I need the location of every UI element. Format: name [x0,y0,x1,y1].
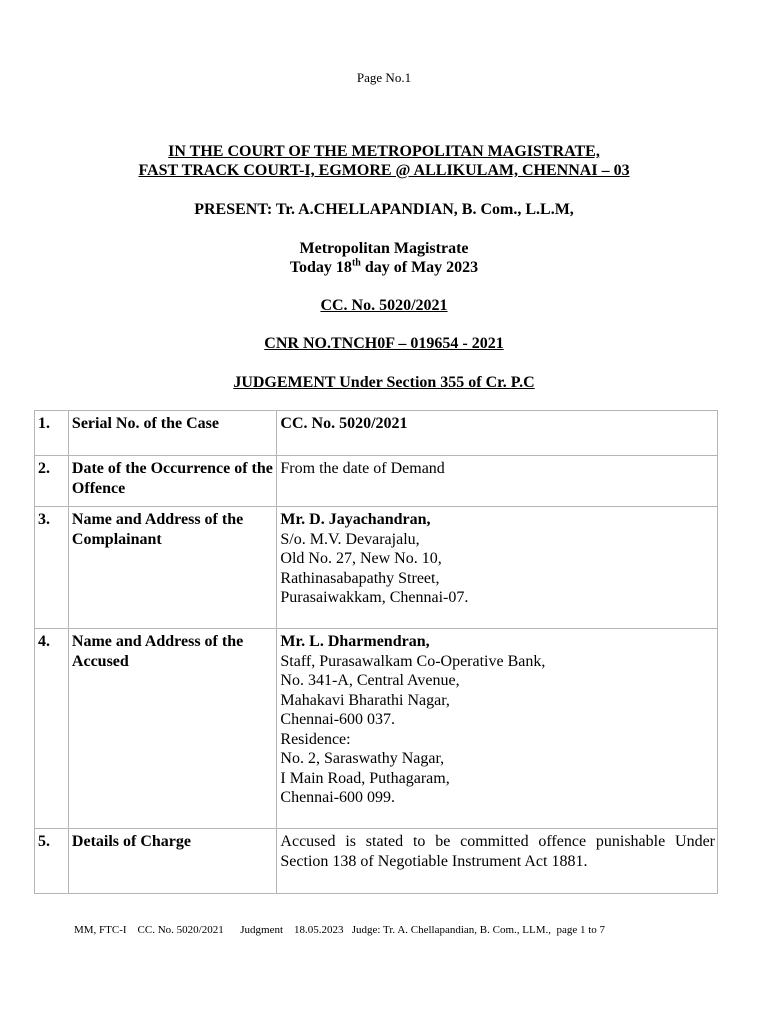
row-value-line: Old No. 27, New No. 10, [280,550,442,567]
row-label: Details of Charge [68,829,276,894]
table-row [35,456,718,507]
row-number: 1. [35,411,69,456]
row-value-line: Chennai-600 037. [280,711,396,728]
date-prefix: Today 18 [289,259,352,276]
row-value-name: Mr. D. Jayachandran, [280,511,431,528]
row-label: Date of the Occurrence of the Offence [68,456,276,507]
row-value-line: No. 341-A, Central Avenue, [280,672,460,689]
date-ordinal: th [351,257,361,269]
row-value-line: Accused is stated to be committed offence punishable Under Section 138 of Negotiable Instrument Act 1881. [280,833,715,870]
row-value-line: Residence: [280,730,351,748]
row-value [277,507,718,629]
row-value-line: S/o. M.V. Devarajalu, [280,530,420,548]
cnr-number: CNR NO.TNCH0F – 019654 - 2021 [264,335,504,352]
row-value-line: Chennai-600 099. [280,789,396,806]
row-value-line: No. 2, Saraswathy Nagar, [280,750,445,767]
page-number: Page No.1 [356,70,412,85]
row-value [277,456,718,507]
magistrate-title: Metropolitan Magistrate [299,240,469,257]
table-row [35,507,718,629]
row-value [277,411,718,456]
row-value [277,629,718,829]
row-value-line: I Main Road, Puthagaram, [280,769,450,787]
row-value-line: Mahakavi Bharathi Nagar, [280,691,450,709]
court-title-line1: IN THE COURT OF THE METROPOLITAN MAGISTRATE, [168,143,600,160]
row-number: 2. [35,456,69,507]
judgment-date [0,258,768,277]
row-label: Serial No. of the Case [68,411,276,456]
table-row [35,629,718,829]
table-row [35,411,718,456]
row-value-line: Staff, Purasawalkam Co-Operative Bank, [280,652,546,670]
row-value-line: From the date of Demand [280,460,445,477]
row-label: Name and Address of the Complainant [68,507,276,629]
case-details-table [34,410,718,894]
table-row [35,829,718,894]
presiding-officer: PRESENT: Tr. A.CHELLAPANDIAN, B. Com., L.L.M, [194,201,574,218]
row-value-line: Purasaiwakkam, Chennai-07. [280,589,469,606]
court-title-line2: FAST TRACK COURT-I, EGMORE @ ALLIKULAM, CHENNAI – 03 [138,162,630,179]
row-label: Name and Address of the Accused [68,629,276,829]
row-number: 5. [35,829,69,894]
row-number: 4. [35,629,69,829]
row-number: 3. [35,507,69,629]
row-value-line: Rathinasabapathy Street, [280,569,440,587]
case-number: CC. No. 5020/2021 [320,297,448,314]
row-value-name: CC. No. 5020/2021 [280,415,408,432]
row-value [277,829,718,894]
row-value-name: Mr. L. Dharmendran, [280,633,430,650]
page-footer: MM, FTC-I CC. No. 5020/2021 Judgment 18.05.2023 Judge: Tr. A. Chellapandian, B. Com., LLM., page 1 to 7 [74,924,606,936]
date-suffix: day of May 2023 [360,259,479,276]
judgement-title: JUDGEMENT Under Section 355 of Cr. P.C [233,374,535,391]
